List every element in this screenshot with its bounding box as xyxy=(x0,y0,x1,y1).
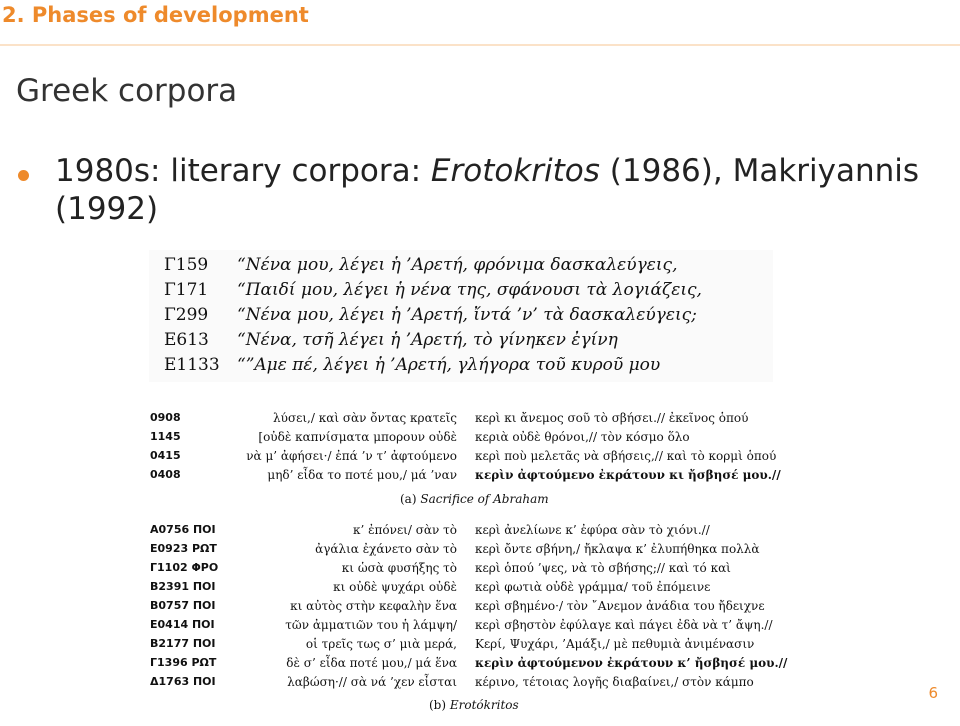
right-context: κέρινο, τέτοιας λογῆς διαβαίνει,/ στὸν κάμπο xyxy=(475,675,754,689)
line-code: 0908 xyxy=(150,411,181,424)
right-context: κερὶ κι ἄνεμος σοῦ τὸ σβήσει.// ἐκεῖνος ὁπού xyxy=(475,411,749,425)
verse-text: “Νένα, τσῆ λέγει ἡ ’Αρετή, τὸ γίνηκεν ἐγίνη xyxy=(237,330,618,350)
left-context: κι αὐτὸς στὴν κεφαλὴν ἕνα xyxy=(290,599,457,613)
bullet-item xyxy=(55,152,935,228)
page-number: 6 xyxy=(928,684,938,702)
caption-b-title: Erotókritos xyxy=(449,698,519,712)
verse-text: “Παιδί μου, λέγει ἡ νένα της, σφάνουσι τὰ λογιάζεις, xyxy=(237,280,702,300)
bullet-italic-title: Erotokritos xyxy=(430,153,600,189)
concordance-image xyxy=(123,404,847,722)
left-context: νὰ μ’ ἀφήσει·/ ἐπά ’ν τ’ ἀφτούμενο xyxy=(246,449,457,463)
right-context: κερὶ φωτιὰ οὐδὲ γράμμα/ τοῦ ἐπόμεινε xyxy=(475,580,711,594)
right-context: κερὶ σβημένο·/ τὸν ῎Ανεμον ἀνάδια του ἤδειχνε xyxy=(475,599,765,613)
left-context: οἱ τρεῖς τως σ’ μιὰ μερά, xyxy=(305,637,457,651)
line-code: 1145 xyxy=(150,430,181,443)
bullet-icon xyxy=(18,170,29,181)
verse-code: Γ299 xyxy=(164,305,209,325)
line-code: E0923 ΡΩΤ xyxy=(150,542,217,555)
right-context: κερὶ ἀνελίωνε κ’ ἐφύρα σὰν τὸ χιόνι.// xyxy=(475,523,710,537)
line-code: B2177 ΠΟΙ xyxy=(150,637,216,650)
right-context: κερὶν ἀφτούμενο ἐκράτουν κι ἤσβησέ μου.// xyxy=(475,468,781,482)
caption-a xyxy=(400,492,549,506)
right-context: κερὶν ἀφτούμενον ἐκράτουν κ’ ἤσβησέ μου.// xyxy=(475,656,788,670)
left-context: τῶν ἀμματιῶν του ἡ λάμψη/ xyxy=(285,618,457,632)
bullet-suffix: (1986), Makriyannis (1992) xyxy=(55,153,920,227)
right-context: κερὶ σβηστὸν ἐφύλαγε καὶ πάγει ἐδὰ νὰ τ’ ἄψη.// xyxy=(475,618,773,632)
caption-a-label: (a) xyxy=(400,492,421,506)
verse-code: Γ159 xyxy=(164,255,209,275)
caption-a-title: Sacrifice of Abraham xyxy=(420,492,549,506)
left-context: ἀγάλια ἐχάνετο σὰν τὸ xyxy=(315,542,457,556)
slide-title: Greek corpora xyxy=(16,73,238,109)
left-context: μηδ’ εἶδα το ποτέ μου,/ μά ’ναν xyxy=(267,468,457,482)
right-context: κερὶ ὁπού ’ψες, νὰ τὸ σβήσης;// καὶ τό καὶ xyxy=(475,561,731,575)
verse-code: Ε613 xyxy=(164,330,209,350)
caption-b xyxy=(429,698,519,712)
left-context: λύσει,/ καὶ σὰν ὄντας κρατεῖς xyxy=(273,411,457,425)
line-code: Γ1102 ΦΡΟ xyxy=(150,561,219,574)
line-code: E0414 ΠΟΙ xyxy=(150,618,215,631)
left-context: κι οὐδὲ ψυχάρι οὐδὲ xyxy=(333,580,457,594)
verse-code: Ε1133 xyxy=(164,355,220,375)
left-context: λαβώση·// σὰ νά ’χεν εἶσται xyxy=(287,675,457,689)
line-code: Γ1396 ΡΩΤ xyxy=(150,656,217,669)
right-context: Κερί, Ψυχάρι, ’Αμάξι,/ μὲ πεθυμιὰ ἀνιμένασιν xyxy=(475,637,755,651)
verse-code: Γ171 xyxy=(164,280,209,300)
verse-text: “Νένα μου, λέγει ἡ ’Αρετή, φρόνιμα δασκαλεύγεις, xyxy=(237,255,678,275)
line-code: 0408 xyxy=(150,468,181,481)
right-context: κεριὰ οὐδὲ θρόνοι,// τὸν κόσμο ὅλο xyxy=(475,430,690,444)
bullet-prefix: 1980s: literary corpora: xyxy=(55,153,431,189)
verse-text: “”Αμε πέ, λέγει ἡ ’Αρετή, γλήγορα τοῦ κυροῦ μου xyxy=(237,355,661,375)
left-context: [οὐδὲ καπνίσματα μπορουν οὐδὲ xyxy=(258,430,457,444)
section-header: 2. Phases of development xyxy=(2,3,309,27)
line-code: 0415 xyxy=(150,449,181,462)
left-context: κι ὡσὰ φυσήξης τὸ xyxy=(341,561,457,575)
line-code: B0757 ΠΟΙ xyxy=(150,599,216,612)
erotokritos-verse-excerpt-image xyxy=(149,250,773,382)
verse-text: “Νένα μου, λέγει ἡ ’Αρετή, ἴντά ’ν’ τὰ δασκαλεύγεις; xyxy=(237,305,697,325)
header-divider xyxy=(0,44,960,46)
left-context: κ’ ἐπόνει/ σὰν τὸ xyxy=(352,523,457,537)
left-context: δὲ σ’ εἶδα ποτέ μου,/ μά ἕνα xyxy=(286,656,457,670)
line-code: A0756 ΠΟΙ xyxy=(150,523,216,536)
right-context: κερὶ ποὺ μελετᾶς νὰ σβήσεις,// καὶ τὸ κορμὶ ὁπού xyxy=(475,449,777,463)
line-code: Δ1763 ΠΟΙ xyxy=(150,675,216,688)
caption-b-label: (b) xyxy=(429,698,450,712)
line-code: B2391 ΠΟΙ xyxy=(150,580,216,593)
right-context: κερὶ ὄντε σβήνη,/ ἤκλαψα κ’ ἐλυπήθηκα πολλὰ xyxy=(475,542,760,556)
